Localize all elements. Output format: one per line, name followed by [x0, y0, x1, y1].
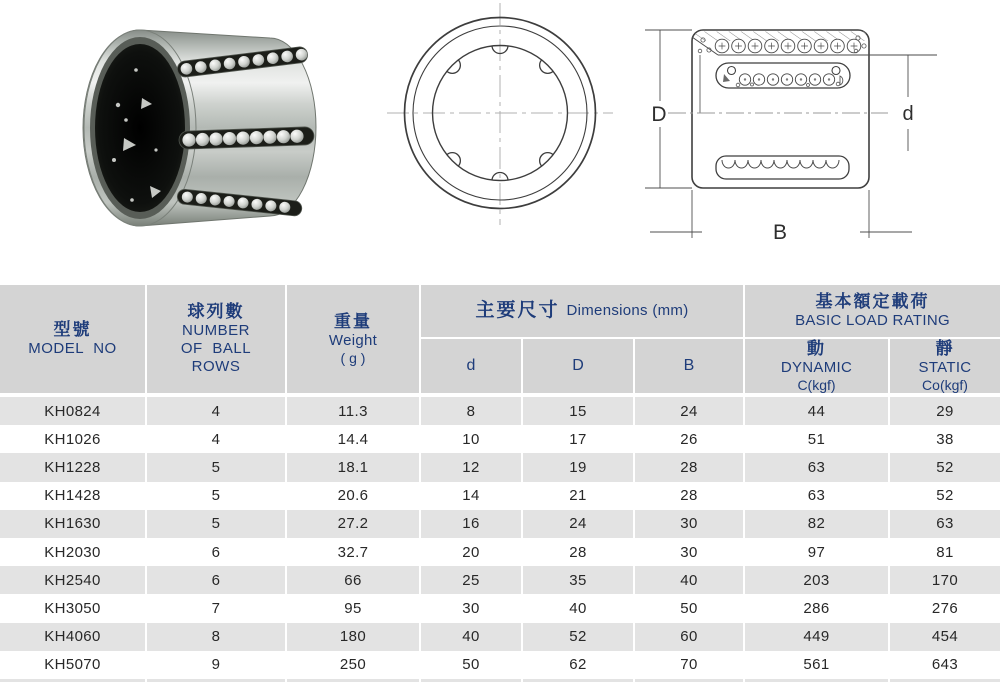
cell-B: 30	[680, 543, 698, 561]
upper-ball-track	[716, 63, 850, 88]
cell-weight: 20.6	[337, 487, 369, 505]
subheader-static-zh: 靜	[935, 338, 955, 358]
header-model-zh: 型號	[53, 320, 92, 340]
cell-B: 40	[635, 566, 745, 594]
cell-dynamic-load: 203	[745, 566, 890, 594]
header-model	[0, 285, 147, 393]
cell-static-load: 52	[936, 487, 954, 505]
bearing-front-view-drawing	[383, 0, 617, 235]
header-dimensions	[421, 285, 745, 339]
header-model-en: MODEL NO	[28, 340, 117, 358]
bearing-cross-section-drawing	[628, 0, 973, 255]
lower-ball-track	[716, 156, 849, 179]
cell-B: 24	[635, 397, 745, 425]
cell-d: 12	[421, 453, 523, 481]
subheader-dynamic-en: DYNAMIC	[780, 358, 853, 376]
cell-weight: 250	[339, 656, 367, 674]
header-ball-rows	[147, 285, 287, 393]
cell-ball-rows: 9	[211, 656, 221, 674]
header-weight-en: Weight	[328, 331, 378, 349]
subheader-static	[890, 339, 1000, 393]
cell-ball-rows: 4	[147, 397, 287, 425]
dim-label-D: D	[651, 103, 667, 126]
cell-D: 17	[569, 430, 587, 448]
cell-model: KH1228	[0, 453, 147, 481]
cell-B: 50	[680, 599, 698, 617]
table-header	[0, 285, 1000, 393]
cell-D: 15	[523, 397, 635, 425]
cell-static-load: 81	[936, 543, 954, 561]
cell-D: 24	[523, 510, 635, 538]
table-body	[0, 397, 1000, 679]
cell-d: 16	[421, 510, 523, 538]
cell-d: 40	[421, 623, 523, 651]
cell-dynamic-load: 63	[807, 487, 826, 505]
cell-d: 10	[462, 430, 480, 448]
cell-d: 50	[462, 656, 480, 674]
subheader-static-unit: Co(kgf)	[922, 376, 968, 393]
cell-weight: 18.1	[287, 453, 421, 481]
subheader-D: D	[523, 339, 635, 393]
header-ball-rows-zh: 球列數	[187, 302, 245, 322]
header-ball-rows-en1: NUMBER	[181, 322, 250, 340]
header-load-rating-zh: 基本額定載荷	[815, 292, 930, 312]
subheader-B: B	[635, 339, 745, 393]
header-weight	[287, 285, 421, 393]
subheader-dynamic-unit: C(kgf)	[797, 376, 836, 393]
dim-label-d: d	[902, 103, 914, 125]
table-row	[0, 651, 1000, 679]
cell-ball-rows: 6	[211, 543, 221, 561]
cell-ball-rows: 5	[211, 487, 221, 505]
cell-static-load: 29	[936, 402, 954, 420]
cell-model: KH5070	[44, 656, 101, 674]
cell-B: 60	[635, 623, 745, 651]
table-row	[0, 623, 1000, 651]
cell-ball-rows: 7	[211, 599, 221, 617]
cell-D: 52	[523, 623, 635, 651]
table-row	[0, 453, 1000, 481]
cell-ball-rows: 6	[147, 566, 287, 594]
cell-static-load: 170	[931, 571, 959, 589]
cell-static-load: 63	[936, 515, 954, 533]
cell-dynamic-load: 82	[745, 510, 890, 538]
bearing-bore	[95, 44, 185, 212]
table-row	[0, 425, 1000, 453]
cell-dynamic-load: 51	[807, 430, 826, 448]
cell-B: 30	[635, 510, 745, 538]
table-row	[0, 397, 1000, 425]
cell-D: 28	[569, 543, 587, 561]
spec-table	[0, 285, 1000, 682]
cell-model: KH1428	[44, 487, 101, 505]
cell-static-load: 52	[936, 458, 954, 476]
cell-B: 28	[680, 487, 698, 505]
cell-model: KH1026	[44, 430, 101, 448]
cell-weight: 32.7	[337, 543, 369, 561]
cell-dynamic-load: 63	[745, 453, 890, 481]
cell-ball-rows: 5	[147, 510, 287, 538]
header-ball-rows-en2: OF BALL	[180, 340, 252, 358]
subheader-d: d	[421, 339, 523, 393]
subheader-dynamic-zh: 動	[807, 338, 826, 358]
cell-d: 20	[462, 543, 480, 561]
subheader-static-en: STATIC	[918, 358, 972, 376]
cell-ball-rows: 5	[147, 453, 287, 481]
cell-model: KH1630	[0, 510, 147, 538]
figures-section	[0, 0, 1000, 285]
cell-weight: 11.3	[287, 397, 421, 425]
cell-static-load: 38	[936, 430, 954, 448]
cell-weight: 14.4	[337, 430, 369, 448]
cell-D: 19	[523, 453, 635, 481]
cell-model: KH2540	[0, 566, 147, 594]
header-weight-unit: ( g )	[340, 349, 366, 366]
cell-static-load: 454	[931, 628, 959, 646]
cell-dynamic-load: 561	[803, 656, 830, 674]
cell-B: 28	[635, 453, 745, 481]
cell-D: 62	[569, 656, 587, 674]
cell-D: 40	[569, 599, 587, 617]
cell-model: KH2030	[44, 543, 101, 561]
table-row	[0, 538, 1000, 566]
cell-d: 30	[462, 599, 480, 617]
table-row	[0, 594, 1000, 622]
cell-weight: 180	[287, 623, 421, 651]
cell-weight: 27.2	[287, 510, 421, 538]
table-row	[0, 482, 1000, 510]
cell-dynamic-load: 286	[803, 599, 830, 617]
cell-static-load: 276	[931, 599, 959, 617]
cell-static-load: 643	[931, 656, 959, 674]
cell-model: KH3050	[44, 599, 101, 617]
cell-model: KH4060	[0, 623, 147, 651]
header-load-rating-en: BASIC LOAD RATING	[795, 312, 950, 330]
table-row	[0, 510, 1000, 538]
cell-weight: 95	[344, 599, 362, 617]
cell-D: 21	[569, 487, 587, 505]
cell-B: 26	[680, 430, 698, 448]
header-load-rating	[745, 285, 1000, 339]
header-dimensions-en: Dimensions (mm)	[566, 302, 689, 320]
cell-model: KH0824	[0, 397, 147, 425]
cell-dynamic-load: 44	[745, 397, 890, 425]
cell-d: 14	[462, 487, 480, 505]
cell-d: 25	[421, 566, 523, 594]
center-lines	[387, 3, 613, 225]
cell-ball-rows: 8	[147, 623, 287, 651]
table-row	[0, 566, 1000, 594]
cell-d: 8	[421, 397, 523, 425]
header-weight-zh: 重量	[334, 311, 372, 331]
header-dimensions-zh: 主要尺寸	[475, 299, 560, 321]
header-ball-rows-en3: ROWS	[191, 357, 241, 375]
cell-ball-rows: 4	[211, 430, 221, 448]
cell-weight: 66	[287, 566, 421, 594]
cell-dynamic-load: 449	[745, 623, 890, 651]
cell-D: 35	[523, 566, 635, 594]
subheader-dynamic	[745, 339, 890, 393]
dim-label-B: B	[772, 221, 788, 244]
cell-dynamic-load: 97	[807, 543, 826, 561]
bearing-photo	[46, 10, 338, 248]
cell-B: 70	[680, 656, 698, 674]
